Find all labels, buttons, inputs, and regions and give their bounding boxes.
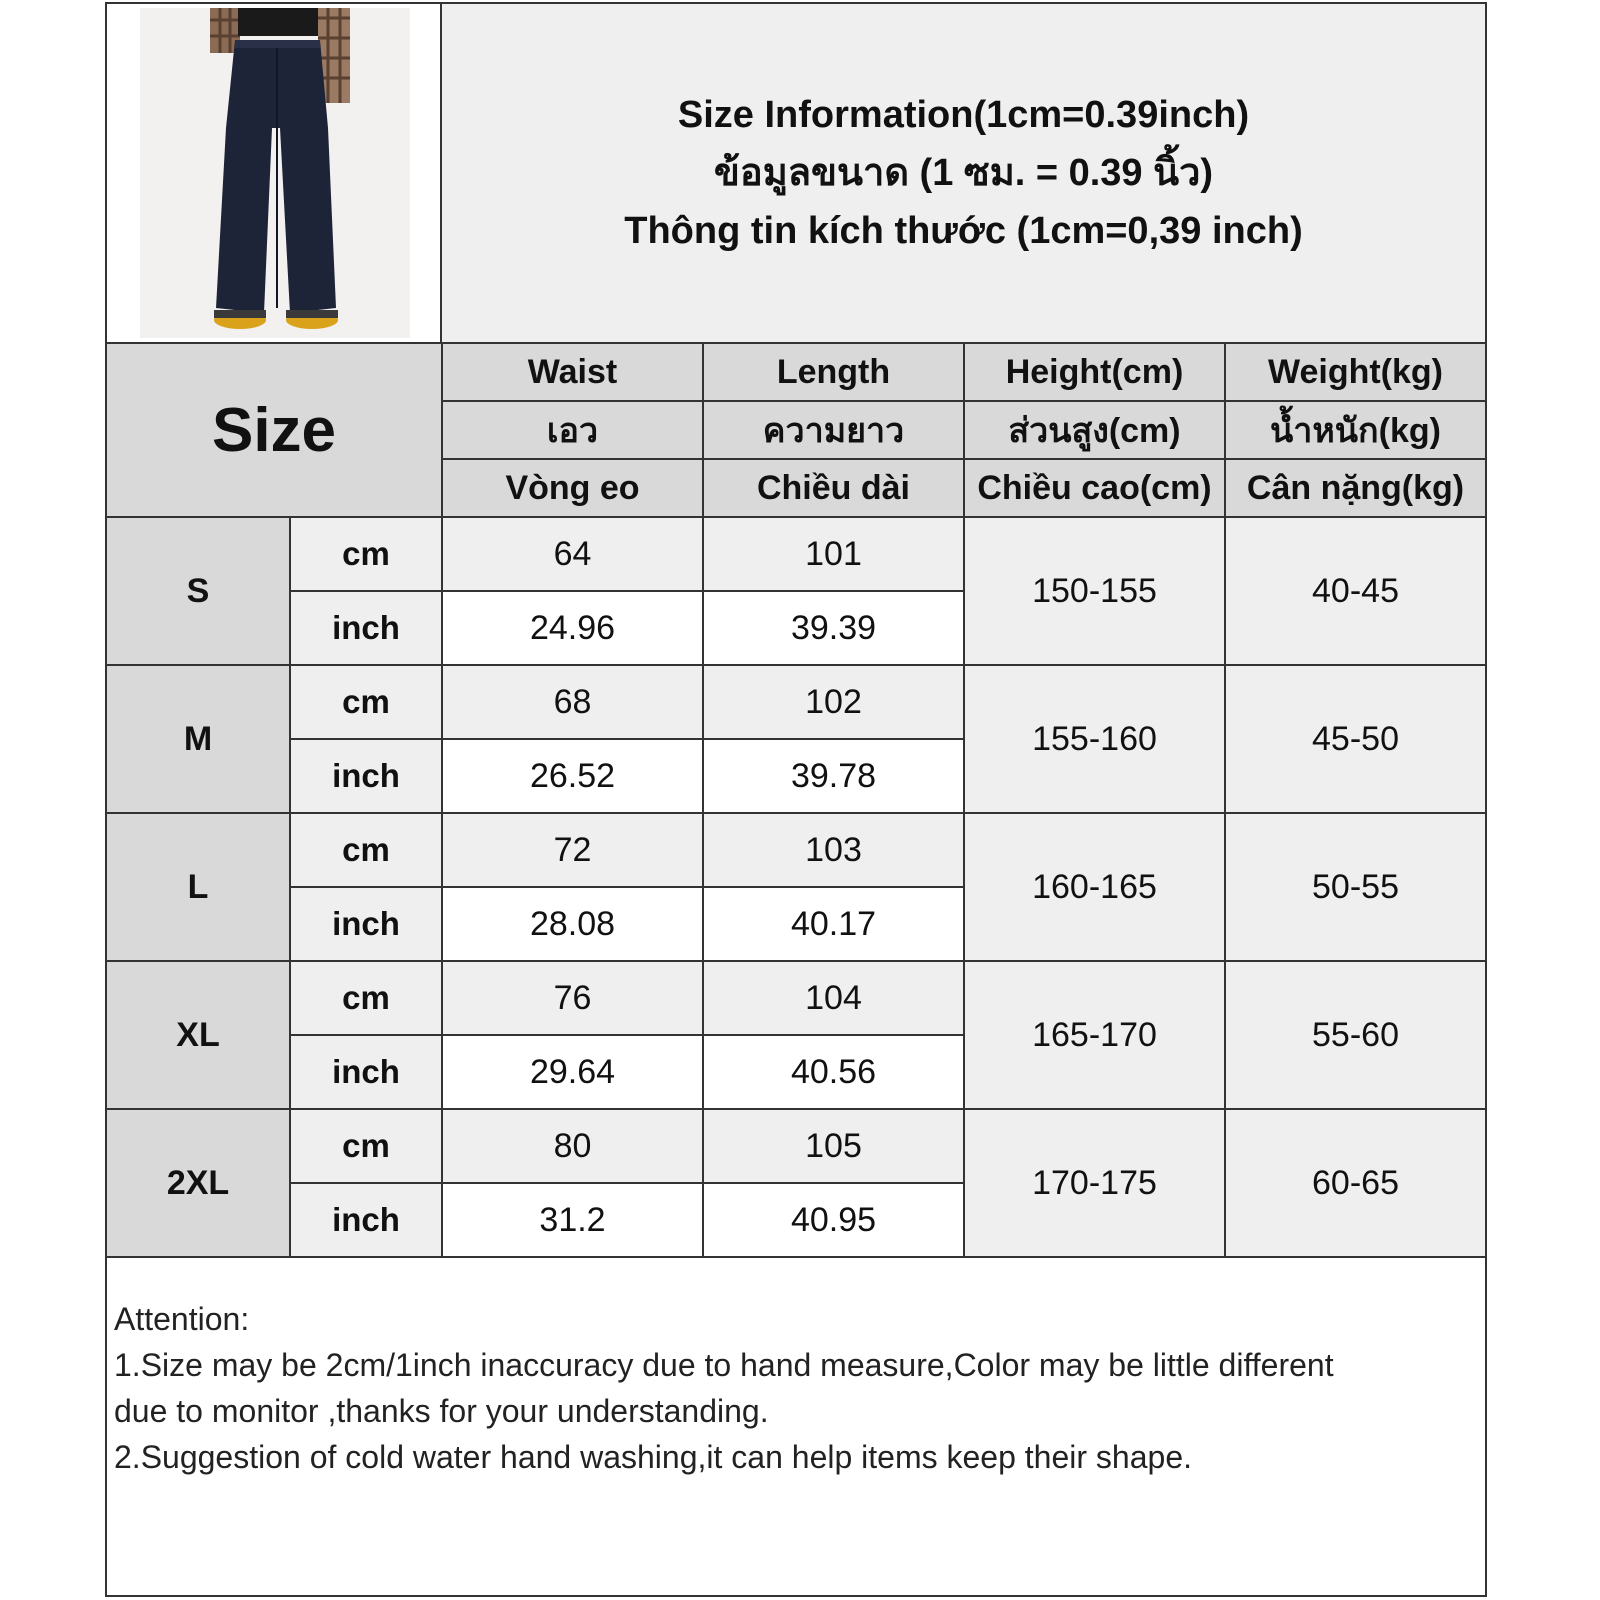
header-weight-en: Weight(kg) — [1225, 344, 1485, 401]
note-1: 1.Size may be 2cm/1inch inaccuracy due to hand measure,Color may be little different — [114, 1347, 1334, 1383]
length-inch: 39.39 — [703, 591, 964, 665]
header-weight-vi: Cân nặng(kg) — [1225, 459, 1485, 517]
size-chart-sheet — [105, 2, 1487, 1597]
waist-cm: 68 — [442, 665, 703, 739]
jeans-model-image — [140, 8, 410, 338]
unit-inch: inch — [290, 1035, 442, 1109]
weight-range: 55-60 — [1225, 961, 1485, 1109]
header-length-vi: Chiều dài — [703, 459, 964, 517]
length-cm: 102 — [703, 665, 964, 739]
waist-inch: 28.08 — [442, 887, 703, 961]
header-waist-th: เอว — [442, 401, 703, 459]
unit-cm: cm — [290, 813, 442, 887]
unit-inch: inch — [290, 739, 442, 813]
unit-cm: cm — [290, 665, 442, 739]
title-thai: ข้อมูลขนาด (1 ซม. = 0.39 นิ้ว) — [713, 152, 1214, 194]
height-range: 150-155 — [964, 517, 1225, 665]
waist-inch: 29.64 — [442, 1035, 703, 1109]
size-label: 2XL — [107, 1109, 290, 1257]
weight-range: 60-65 — [1225, 1109, 1485, 1257]
header-length-en: Length — [703, 344, 964, 401]
table-row — [107, 517, 1485, 591]
notes-heading: Attention: — [114, 1301, 250, 1337]
size-column-header: Size — [107, 344, 442, 517]
length-inch: 39.78 — [703, 739, 964, 813]
length-cm: 101 — [703, 517, 964, 591]
unit-cm: cm — [290, 517, 442, 591]
table-row — [107, 1109, 1485, 1183]
size-label: L — [107, 813, 290, 961]
height-range: 155-160 — [964, 665, 1225, 813]
length-inch: 40.17 — [703, 887, 964, 961]
waist-inch: 26.52 — [442, 739, 703, 813]
table-row — [107, 961, 1485, 1035]
length-inch: 40.95 — [703, 1183, 964, 1257]
length-cm: 105 — [703, 1109, 964, 1183]
unit-cm: cm — [290, 1109, 442, 1183]
header-height-en: Height(cm) — [964, 344, 1225, 401]
waist-cm: 80 — [442, 1109, 703, 1183]
height-range: 160-165 — [964, 813, 1225, 961]
note-2: 2.Suggestion of cold water hand washing,it can help items keep their shape. — [114, 1439, 1192, 1475]
product-photo — [107, 4, 442, 344]
header-length-th: ความยาว — [703, 401, 964, 459]
height-range: 165-170 — [964, 961, 1225, 1109]
length-cm: 104 — [703, 961, 964, 1035]
header-waist-vi: Vòng eo — [442, 459, 703, 517]
waist-cm: 64 — [442, 517, 703, 591]
height-range: 170-175 — [964, 1109, 1225, 1257]
header-height-vi: Chiều cao(cm) — [964, 459, 1225, 517]
note-1-continued: due to monitor ,thanks for your understanding. — [114, 1393, 769, 1429]
weight-range: 40-45 — [1225, 517, 1485, 665]
weight-range: 45-50 — [1225, 665, 1485, 813]
size-table — [107, 344, 1485, 1258]
header-height-th: ส่วนสูง(cm) — [964, 401, 1225, 459]
unit-inch: inch — [290, 887, 442, 961]
length-inch: 40.56 — [703, 1035, 964, 1109]
header-waist-en: Waist — [442, 344, 703, 401]
size-label: M — [107, 665, 290, 813]
waist-cm: 76 — [442, 961, 703, 1035]
table-row — [107, 813, 1485, 887]
size-information-title — [442, 4, 1485, 344]
size-label: XL — [107, 961, 290, 1109]
title-vietnamese: Thông tin kích thước (1cm=0,39 inch) — [624, 210, 1303, 252]
unit-cm: cm — [290, 961, 442, 1035]
unit-inch: inch — [290, 591, 442, 665]
weight-range: 50-55 — [1225, 813, 1485, 961]
size-label: S — [107, 517, 290, 665]
length-cm: 103 — [703, 813, 964, 887]
table-row — [107, 665, 1485, 739]
waist-inch: 31.2 — [442, 1183, 703, 1257]
waist-inch: 24.96 — [442, 591, 703, 665]
unit-inch: inch — [290, 1183, 442, 1257]
waist-cm: 72 — [442, 813, 703, 887]
title-english: Size Information(1cm=0.39inch) — [677, 94, 1250, 136]
attention-notes — [107, 1290, 1485, 1480]
header-weight-th: น้ำหนัก(kg) — [1225, 401, 1485, 459]
